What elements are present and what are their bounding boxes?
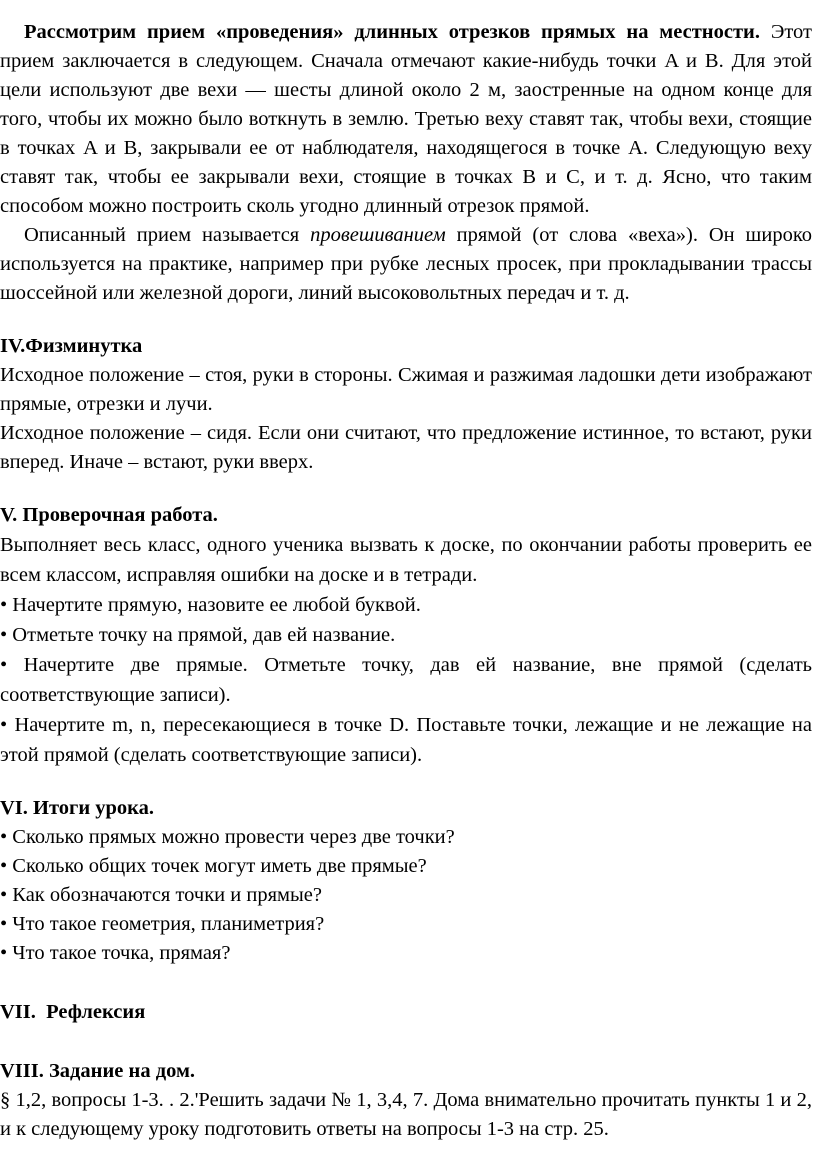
- section-8-heading: [0, 1057, 812, 1086]
- section-7-heading: [0, 998, 812, 1027]
- section-5-heading: [0, 501, 812, 530]
- section-7-heading-text: VII. Рефлексия: [0, 1001, 146, 1023]
- spacer: [0, 308, 812, 332]
- section-5-line-2: • Начертите прямую, назовите ее любой буквой.: [0, 594, 421, 616]
- document-page: [0, 18, 812, 1144]
- section-5-heading-text: V. Проверочная работа.: [0, 504, 218, 526]
- section-5-line-1: Выполняет весь класс, одного ученика вызвать к доске, по окончании работы проверить ее всем классом, исправляя ошибки на доске и в тетради.: [0, 534, 812, 586]
- section-4-heading: [0, 332, 812, 361]
- section-6-line-2: • Сколько общих точек могут иметь две прямые?: [0, 855, 427, 877]
- spacer: [0, 1027, 812, 1057]
- intro-paragraph-2: [0, 221, 812, 308]
- section-5-line-3: • Отметьте точку на прямой, дав ей название.: [0, 624, 396, 646]
- intro-p2-term: провешиванием: [310, 224, 446, 246]
- section-8-heading-text: VIII. Задание на дом.: [0, 1060, 196, 1082]
- intro-p2-start: Описанный прием называется: [24, 224, 311, 246]
- section-8-text: § 1,2, вопросы 1-3. . 2.'Решить задачи № 1, 3,4, 7. Дома внимательно прочитать пункты 1 и 2, и к следующему уроку подготовить ответы на вопросы 1-3 на стр. 25.: [0, 1089, 812, 1140]
- section-6-heading-text: VI. Итоги урока.: [0, 797, 155, 819]
- section-4-heading-text: IV.Физминутка: [0, 335, 143, 357]
- intro-text: Этот прием заключается в следующем. Сначала отмечают какие-нибудь точки A и B. Для этой цели используют две вехи — шесты длиной около 2 м, заостренные на одном конце для того, чтобы их можно было воткнуть в землю. Третью веху ставят так, чтобы вехи, стоящие в точках A и B, закрывали ее от наблюдателя, находящегося в точке A. Следующую веху ставят так, чтобы ее закрывали вехи, стоящие в точках B и C, и т. д. Ясно, что таким способом можно построить сколь угодно длинный отрезок прямой.: [0, 21, 812, 217]
- section-4-line-2: Исходное положение – сидя. Если они считают, что предложение истинное, то встают, руки вперед. Иначе – встают, руки вверх.: [0, 422, 812, 473]
- section-4-line-1: Исходное положение – стоя, руки в стороны. Сжимая и разжимая ладошки дети изображают прямые, отрезки и лучи.: [0, 364, 812, 415]
- section-6-line-5: • Что такое точка, прямая?: [0, 942, 231, 964]
- section-6-heading: [0, 794, 812, 823]
- intro-paragraph-1: [0, 18, 812, 221]
- spacer: [0, 968, 812, 998]
- intro-p2-end: прямой (от слова «веха»). Он широко используется на практике, например при рубке лесных просек, при прокладывании трассы шоссейной или железной дороги, линий высоковольтных передач и т. д.: [0, 224, 812, 304]
- section-6-line-1: • Сколько прямых можно провести через две точки?: [0, 826, 455, 848]
- section-6-line-3: • Как обозначаются точки и прямые?: [0, 884, 322, 906]
- intro-bold-lead: Рассмотрим прием «проведения» длинных отрезков прямых на местности.: [24, 21, 760, 43]
- section-5-line-5: • Начертите m, n, пересекающиеся в точке D. Поставьте точки, лежащие и не лежащие на этой прямой (сделать соответствующие записи).: [0, 714, 812, 766]
- spacer: [0, 770, 812, 794]
- section-5-line-4: • Начертите две прямые. Отметьте точку, дав ей название, вне прямой (сделать соответствующие записи).: [0, 654, 812, 706]
- spacer: [0, 477, 812, 501]
- section-6-line-4: • Что такое геометрия, планиметрия?: [0, 913, 325, 935]
